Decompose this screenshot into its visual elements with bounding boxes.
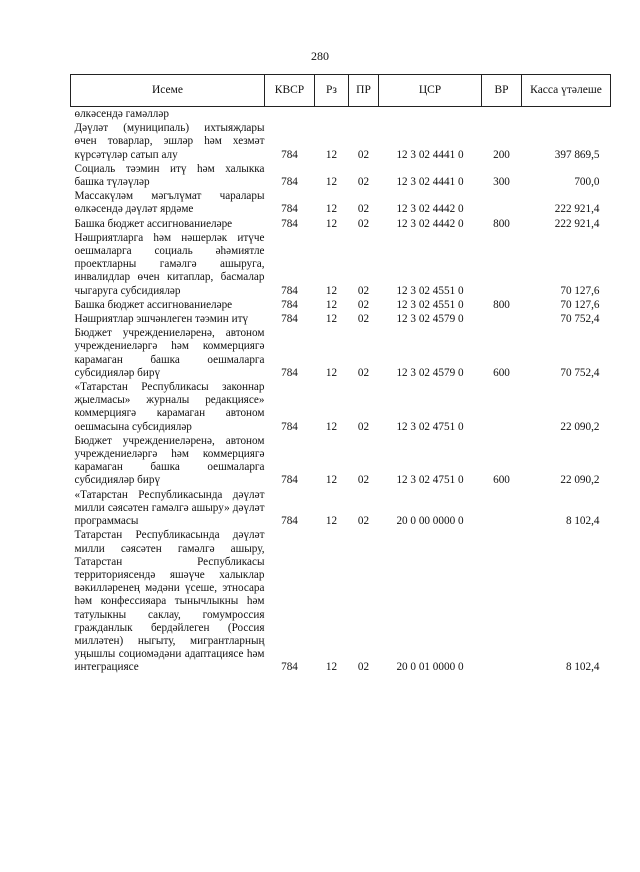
- cell-kvsr: 784: [281, 284, 298, 297]
- cell-csr: 12 3 02 4579 0: [396, 313, 464, 326]
- cell-pr: 02: [357, 176, 370, 189]
- cell-kvsr: [265, 107, 315, 123]
- cell-rz: 12: [325, 203, 338, 216]
- table-row: [71, 529, 611, 675]
- cell-kvsr: 784: [281, 366, 298, 379]
- cell-csr: 12 3 02 4551 0: [396, 284, 464, 297]
- cell-kassa: 397 869,5: [554, 148, 600, 161]
- cell-vr: [482, 381, 522, 435]
- cell-rz: 12: [325, 148, 338, 161]
- cell-kassa: 222 921,4: [554, 203, 600, 216]
- table-header: [71, 75, 611, 107]
- cell-pr: 02: [357, 203, 370, 216]
- cell-pr: 02: [357, 217, 370, 230]
- cell-rz: 12: [325, 313, 338, 326]
- cell-csr: 12 3 02 4441 0: [396, 148, 464, 161]
- cell-vr: 200: [493, 148, 510, 161]
- table-row: [71, 232, 611, 299]
- cell-kvsr: 784: [281, 661, 298, 674]
- cell-vr: [482, 489, 522, 530]
- cell-name: өлкәсендә гамәлләр: [74, 108, 169, 120]
- cell-vr: 800: [493, 217, 510, 230]
- column-header-kassa: Касса үтәлеше: [522, 75, 611, 107]
- cell-vr: [482, 529, 522, 675]
- cell-rz: 12: [325, 298, 338, 311]
- cell-kassa: 8 102,4: [565, 661, 600, 674]
- cell-rz: 12: [325, 176, 338, 189]
- cell-kvsr: 784: [281, 515, 298, 528]
- cell-rz: 12: [325, 515, 338, 528]
- cell-rz: 12: [325, 284, 338, 297]
- column-header-csr: ЦСР: [379, 75, 482, 107]
- cell-kvsr: 784: [281, 148, 298, 161]
- cell-name: Нәшриятлар эшчәнлеген тәэмин итү: [74, 313, 249, 326]
- cell-kvsr: 784: [281, 474, 298, 487]
- cell-name: Татарстан Республикасында дәүләт милли сәясәтен гамәлгә ашыру, Татарстан Республикасы территориясендә яшәүче халыклар вәкилләренең мәдәни үсеше, этносара һәм конфессияара тынычлыкны һәм татулыкны саклау, гомумроссия гражданлык бердәйлеген (Россия милләтен) ныгыту, мигрантларның уңышлы социомәдәни адаптациясе һәм интеграциясе: [74, 529, 265, 674]
- table-row: [71, 299, 611, 313]
- cell-name: «Татарстан Республикасында дәүләт милли сәясәтен гамәлгә ашыру» дәүләт программасы: [74, 488, 265, 528]
- cell-kassa: 22 090,2: [560, 420, 600, 433]
- column-header-name: Исеме: [71, 75, 265, 107]
- cell-csr: 12 3 02 4442 0: [396, 203, 464, 216]
- cell-pr: 02: [357, 474, 370, 487]
- cell-kvsr: 784: [281, 203, 298, 216]
- table-body: [71, 107, 611, 676]
- cell-kvsr: 784: [281, 176, 298, 189]
- cell-vr: 300: [493, 176, 510, 189]
- cell-csr: 12 3 02 4579 0: [396, 366, 464, 379]
- budget-table: [70, 74, 611, 676]
- cell-kvsr: 784: [281, 313, 298, 326]
- cell-csr: 12 3 02 4442 0: [396, 217, 464, 230]
- column-header-rz: Рз: [315, 75, 349, 107]
- cell-vr: [482, 190, 522, 217]
- cell-vr: 600: [493, 366, 510, 379]
- cell-pr: 02: [357, 284, 370, 297]
- cell-name: Массакүләм мәгълүмат чаралары өлкәсендә дәүләт ярдәме: [74, 190, 265, 216]
- cell-pr: 02: [357, 313, 370, 326]
- cell-kvsr: 784: [281, 420, 298, 433]
- cell-csr: 12 3 02 4751 0: [396, 420, 464, 433]
- cell-csr: 12 3 02 4441 0: [396, 176, 464, 189]
- table-row: [71, 163, 611, 190]
- cell-rz: 12: [325, 661, 338, 674]
- cell-kassa: [522, 107, 611, 123]
- cell-pr: 02: [357, 298, 370, 311]
- cell-name: «Татарстан Республикасы законнар җыелмасы» журналы редакциясе» коммерциягә карамаган автоном оешмасына субсидияләр: [74, 381, 265, 433]
- cell-kassa: 70 752,4: [560, 366, 600, 379]
- cell-kassa: 8 102,4: [565, 515, 600, 528]
- table-row: [71, 435, 611, 489]
- table-row: [71, 313, 611, 327]
- cell-name: Нәшриятларга һәм нәшерләк итүче оешмаларга социаль әһәмиятле проектларны гамәлгә ашыруга, инвалидлар өчен китаплар, басмалар чыгаруга субсидияләр: [74, 231, 265, 297]
- cell-rz: 12: [325, 474, 338, 487]
- cell-csr: 20 0 01 0000 0: [396, 661, 464, 674]
- cell-rz: [315, 107, 349, 123]
- cell-vr: [482, 107, 522, 123]
- cell-pr: 02: [357, 148, 370, 161]
- column-header-pr: ПР: [349, 75, 379, 107]
- cell-kvsr: 784: [281, 217, 298, 230]
- column-header-kvsr: КВСР: [265, 75, 315, 107]
- cell-pr: 02: [357, 661, 370, 674]
- cell-kassa: 70 127,6: [560, 284, 600, 297]
- cell-kassa: 22 090,2: [560, 474, 600, 487]
- cell-name: Башка бюджет ассигнованиеләре: [74, 298, 233, 311]
- cell-vr: [482, 313, 522, 327]
- cell-kassa: 70 752,4: [560, 313, 600, 326]
- cell-kassa: 222 921,4: [554, 217, 600, 230]
- cell-csr: [379, 107, 482, 123]
- table-row: [71, 190, 611, 217]
- table-row: [71, 327, 611, 381]
- table-row: [71, 107, 611, 123]
- table-row: [71, 122, 611, 163]
- table-row: [71, 381, 611, 435]
- cell-csr: 12 3 02 4551 0: [396, 298, 464, 311]
- page-number: 280: [311, 49, 329, 63]
- column-header-vr: ВР: [482, 75, 522, 107]
- cell-csr: 12 3 02 4751 0: [396, 474, 464, 487]
- cell-csr: 20 0 00 0000 0: [396, 515, 464, 528]
- cell-name: Бюджет учреждениеләренә, автоном учреждениеләргә һәм коммерциягә карамаган башка оешмаларга субсидияләр бирү: [74, 327, 265, 379]
- table-row: [71, 218, 611, 232]
- cell-rz: 12: [325, 420, 338, 433]
- cell-vr: 800: [493, 298, 510, 311]
- cell-name: Бюджет учреждениеләренә, автоном учреждениеләргә һәм коммерциягә карамаган башка оешмаларга субсидияләр бирү: [74, 434, 265, 487]
- cell-kvsr: 784: [281, 298, 298, 311]
- cell-name: Дәүләт (муниципаль) ихтыяҗлары өчен товарлар, эшләр һәм хезмәт күрсәтүләр сатып алу: [74, 122, 265, 161]
- cell-pr: 02: [357, 420, 370, 433]
- cell-pr: 02: [357, 366, 370, 379]
- cell-name: Социаль тәэмин итү һәм халыкка башка түләүләр: [74, 162, 265, 189]
- cell-pr: 02: [357, 515, 370, 528]
- cell-vr: 600: [493, 474, 510, 487]
- table-header-row: [71, 75, 611, 107]
- cell-rz: 12: [325, 217, 338, 230]
- cell-pr: [349, 107, 379, 123]
- cell-name: Башка бюджет ассигнованиеләре: [74, 217, 233, 230]
- cell-rz: 12: [325, 366, 338, 379]
- cell-vr: [482, 232, 522, 299]
- cell-kassa: 70 127,6: [560, 298, 600, 311]
- cell-kassa: 700,0: [574, 176, 600, 189]
- table-row: [71, 489, 611, 530]
